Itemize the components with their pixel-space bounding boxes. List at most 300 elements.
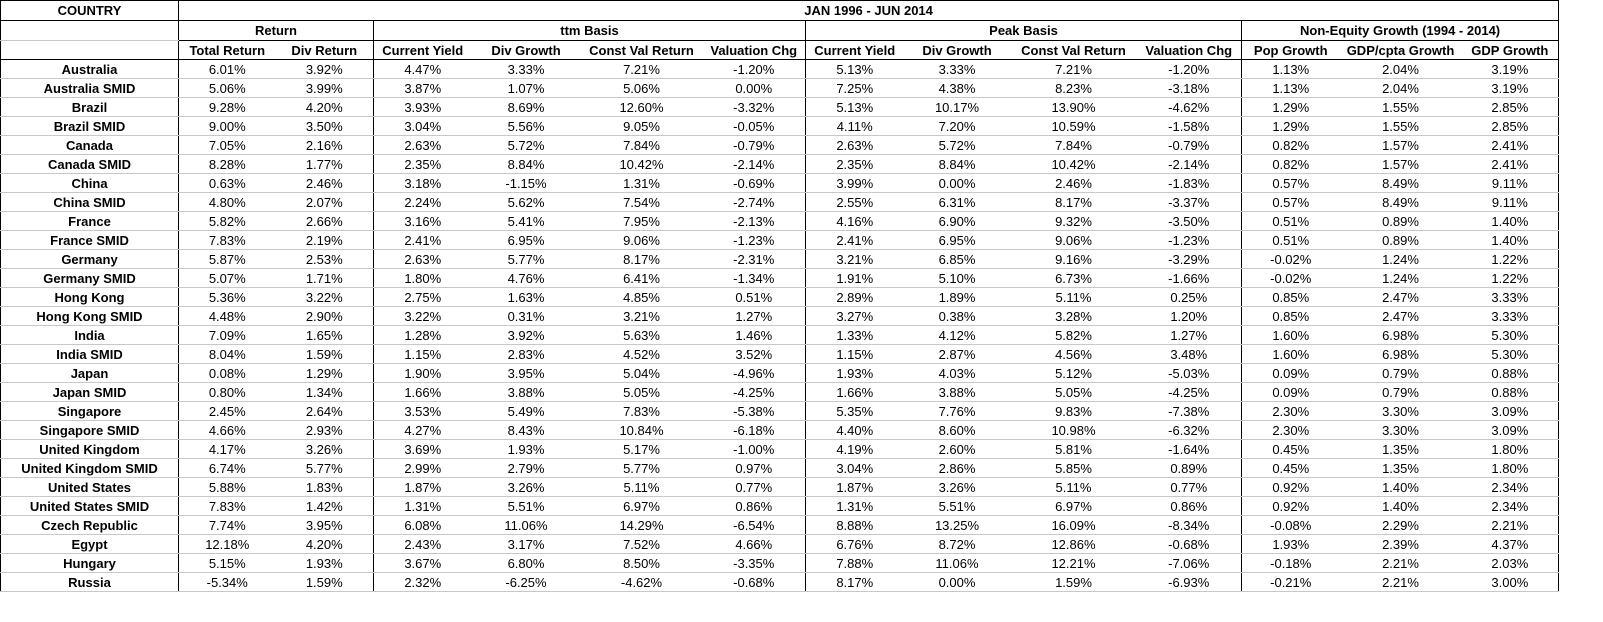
value-cell: 2.34%: [1462, 497, 1559, 516]
value-cell: 0.00%: [904, 174, 1011, 193]
value-cell: 1.59%: [276, 345, 374, 364]
value-cell: -1.20%: [1137, 60, 1242, 79]
country-cell: China: [1, 174, 179, 193]
value-cell: 2.75%: [374, 288, 472, 307]
value-cell: 9.00%: [179, 117, 276, 136]
value-cell: 9.28%: [179, 98, 276, 117]
value-cell: 2.07%: [276, 193, 374, 212]
value-cell: 6.95%: [904, 231, 1011, 250]
value-cell: 2.32%: [374, 573, 472, 592]
value-cell: 8.28%: [179, 155, 276, 174]
value-cell: 3.28%: [1011, 307, 1137, 326]
value-cell: -1.83%: [1137, 174, 1242, 193]
column-header: Total Return: [179, 41, 276, 60]
value-cell: 0.45%: [1242, 459, 1340, 478]
value-cell: 8.17%: [581, 250, 703, 269]
value-cell: 4.37%: [1462, 535, 1559, 554]
value-cell: -0.79%: [703, 136, 806, 155]
value-cell: 0.89%: [1137, 459, 1242, 478]
value-cell: 2.85%: [1462, 98, 1559, 117]
column-header: Const Val Return: [581, 41, 703, 60]
country-cell: United States SMID: [1, 497, 179, 516]
value-cell: 1.40%: [1462, 231, 1559, 250]
value-cell: 5.77%: [581, 459, 703, 478]
value-cell: 5.06%: [581, 79, 703, 98]
value-cell: 3.33%: [1462, 288, 1559, 307]
value-cell: -0.69%: [703, 174, 806, 193]
value-cell: 2.47%: [1340, 307, 1462, 326]
value-cell: 1.59%: [276, 573, 374, 592]
value-cell: -3.50%: [1137, 212, 1242, 231]
country-cell: Hungary: [1, 554, 179, 573]
value-cell: 6.76%: [806, 535, 904, 554]
value-cell: 1.46%: [703, 326, 806, 345]
group-header: Return: [179, 21, 374, 41]
value-cell: 3.48%: [1137, 345, 1242, 364]
value-cell: 5.17%: [581, 440, 703, 459]
value-cell: -2.74%: [703, 193, 806, 212]
country-cell: Canada: [1, 136, 179, 155]
value-cell: 0.79%: [1340, 383, 1462, 402]
value-cell: 4.76%: [472, 269, 581, 288]
country-cell: Russia: [1, 573, 179, 592]
value-cell: 1.55%: [1340, 98, 1462, 117]
value-cell: 0.97%: [703, 459, 806, 478]
value-cell: 16.09%: [1011, 516, 1137, 535]
value-cell: 7.21%: [581, 60, 703, 79]
value-cell: 5.30%: [1462, 326, 1559, 345]
country-cell: Germany: [1, 250, 179, 269]
value-cell: 0.77%: [703, 478, 806, 497]
value-cell: 3.26%: [904, 478, 1011, 497]
value-cell: 0.85%: [1242, 307, 1340, 326]
value-cell: 1.93%: [276, 554, 374, 573]
value-cell: 3.09%: [1462, 402, 1559, 421]
value-cell: 6.98%: [1340, 345, 1462, 364]
value-cell: 1.59%: [1011, 573, 1137, 592]
value-cell: 1.29%: [1242, 98, 1340, 117]
value-cell: 0.88%: [1462, 383, 1559, 402]
value-cell: 0.89%: [1340, 212, 1462, 231]
value-cell: -5.38%: [703, 402, 806, 421]
value-cell: 5.12%: [1011, 364, 1137, 383]
value-cell: 2.30%: [1242, 402, 1340, 421]
value-cell: 7.05%: [179, 136, 276, 155]
value-cell: 13.25%: [904, 516, 1011, 535]
value-cell: 4.17%: [179, 440, 276, 459]
value-cell: -4.25%: [1137, 383, 1242, 402]
value-cell: 8.60%: [904, 421, 1011, 440]
value-cell: 9.06%: [1011, 231, 1137, 250]
value-cell: 5.87%: [179, 250, 276, 269]
value-cell: 4.11%: [806, 117, 904, 136]
value-cell: -0.68%: [1137, 535, 1242, 554]
table-row: [1, 98, 1559, 117]
value-cell: 6.31%: [904, 193, 1011, 212]
value-cell: 9.11%: [1462, 174, 1559, 193]
value-cell: 12.60%: [581, 98, 703, 117]
value-cell: 5.04%: [581, 364, 703, 383]
value-cell: 3.50%: [276, 117, 374, 136]
value-cell: -3.35%: [703, 554, 806, 573]
value-cell: 4.85%: [581, 288, 703, 307]
value-cell: 2.60%: [904, 440, 1011, 459]
value-cell: 4.56%: [1011, 345, 1137, 364]
value-cell: 3.26%: [472, 478, 581, 497]
column-header: Div Return: [276, 41, 374, 60]
value-cell: 1.29%: [276, 364, 374, 383]
value-cell: 10.17%: [904, 98, 1011, 117]
value-cell: 2.34%: [1462, 478, 1559, 497]
value-cell: 4.27%: [374, 421, 472, 440]
value-cell: 0.51%: [703, 288, 806, 307]
value-cell: 0.51%: [1242, 231, 1340, 250]
value-cell: 6.80%: [472, 554, 581, 573]
value-cell: 3.21%: [806, 250, 904, 269]
value-cell: 1.57%: [1340, 136, 1462, 155]
value-cell: 1.31%: [806, 497, 904, 516]
value-cell: 1.60%: [1242, 345, 1340, 364]
value-cell: -6.25%: [472, 573, 581, 592]
country-cell: Singapore SMID: [1, 421, 179, 440]
table-row: [1, 440, 1559, 459]
table-row: [1, 421, 1559, 440]
value-cell: 0.45%: [1242, 440, 1340, 459]
value-cell: -6.54%: [703, 516, 806, 535]
value-cell: 7.52%: [581, 535, 703, 554]
value-cell: 7.84%: [581, 136, 703, 155]
value-cell: 1.33%: [806, 326, 904, 345]
value-cell: 0.08%: [179, 364, 276, 383]
value-cell: 3.33%: [1462, 307, 1559, 326]
value-cell: 4.03%: [904, 364, 1011, 383]
value-cell: -3.18%: [1137, 79, 1242, 98]
value-cell: 9.16%: [1011, 250, 1137, 269]
value-cell: -1.20%: [703, 60, 806, 79]
country-cell: India SMID: [1, 345, 179, 364]
value-cell: 0.09%: [1242, 383, 1340, 402]
value-cell: 8.72%: [904, 535, 1011, 554]
value-cell: -1.64%: [1137, 440, 1242, 459]
country-cell: Czech Republic: [1, 516, 179, 535]
value-cell: 5.56%: [472, 117, 581, 136]
table-row: [1, 79, 1559, 98]
value-cell: 7.25%: [806, 79, 904, 98]
table-row: [1, 497, 1559, 516]
value-cell: 2.39%: [1340, 535, 1462, 554]
value-cell: 3.22%: [374, 307, 472, 326]
header-row-groups: [1, 21, 1559, 41]
value-cell: 0.00%: [904, 573, 1011, 592]
value-cell: 2.47%: [1340, 288, 1462, 307]
value-cell: 0.88%: [1462, 364, 1559, 383]
value-cell: 4.66%: [179, 421, 276, 440]
value-cell: -0.02%: [1242, 269, 1340, 288]
value-cell: 0.86%: [1137, 497, 1242, 516]
value-cell: 5.10%: [904, 269, 1011, 288]
value-cell: 1.27%: [703, 307, 806, 326]
value-cell: 0.00%: [703, 79, 806, 98]
value-cell: 8.04%: [179, 345, 276, 364]
value-cell: 5.11%: [1011, 288, 1137, 307]
value-cell: 5.81%: [1011, 440, 1137, 459]
value-cell: 1.29%: [1242, 117, 1340, 136]
value-cell: 9.83%: [1011, 402, 1137, 421]
value-cell: 1.35%: [1340, 459, 1462, 478]
country-cell: Australia SMID: [1, 79, 179, 98]
value-cell: 7.54%: [581, 193, 703, 212]
value-cell: 5.13%: [806, 60, 904, 79]
value-cell: -1.23%: [1137, 231, 1242, 250]
value-cell: 5.05%: [1011, 383, 1137, 402]
value-cell: 2.24%: [374, 193, 472, 212]
value-cell: 2.53%: [276, 250, 374, 269]
value-cell: 3.99%: [806, 174, 904, 193]
country-cell: Japan: [1, 364, 179, 383]
value-cell: 1.66%: [374, 383, 472, 402]
value-cell: -6.93%: [1137, 573, 1242, 592]
value-cell: 2.90%: [276, 307, 374, 326]
value-cell: 2.86%: [904, 459, 1011, 478]
table-row: [1, 326, 1559, 345]
value-cell: 0.92%: [1242, 497, 1340, 516]
value-cell: 1.24%: [1340, 250, 1462, 269]
value-cell: -3.29%: [1137, 250, 1242, 269]
value-cell: 0.38%: [904, 307, 1011, 326]
value-cell: 1.20%: [1137, 307, 1242, 326]
value-cell: 3.19%: [1462, 60, 1559, 79]
value-cell: 9.05%: [581, 117, 703, 136]
table-row: [1, 155, 1559, 174]
country-cell: France: [1, 212, 179, 231]
value-cell: 3.95%: [276, 516, 374, 535]
table-row: [1, 288, 1559, 307]
value-cell: -2.31%: [703, 250, 806, 269]
value-cell: 8.17%: [1011, 193, 1137, 212]
value-cell: -0.21%: [1242, 573, 1340, 592]
value-cell: 1.07%: [472, 79, 581, 98]
country-cell: Australia: [1, 60, 179, 79]
value-cell: 3.21%: [581, 307, 703, 326]
value-cell: 1.15%: [374, 345, 472, 364]
value-cell: 7.76%: [904, 402, 1011, 421]
value-cell: 6.90%: [904, 212, 1011, 231]
country-cell: Germany SMID: [1, 269, 179, 288]
table-row: [1, 478, 1559, 497]
group-header: Peak Basis: [806, 21, 1242, 41]
value-cell: 7.20%: [904, 117, 1011, 136]
value-cell: 3.26%: [276, 440, 374, 459]
value-cell: 1.93%: [472, 440, 581, 459]
value-cell: 1.77%: [276, 155, 374, 174]
value-cell: 4.66%: [703, 535, 806, 554]
value-cell: 6.74%: [179, 459, 276, 478]
value-cell: -3.37%: [1137, 193, 1242, 212]
value-cell: 2.41%: [374, 231, 472, 250]
value-cell: -7.38%: [1137, 402, 1242, 421]
value-cell: 3.22%: [276, 288, 374, 307]
value-cell: 1.93%: [1242, 535, 1340, 554]
value-cell: 2.04%: [1340, 60, 1462, 79]
column-header: Div Growth: [472, 41, 581, 60]
value-cell: 2.66%: [276, 212, 374, 231]
value-cell: 7.83%: [179, 231, 276, 250]
value-cell: 7.21%: [1011, 60, 1137, 79]
table-row: [1, 212, 1559, 231]
value-cell: 2.46%: [276, 174, 374, 193]
value-cell: 0.25%: [1137, 288, 1242, 307]
table-row: [1, 345, 1559, 364]
value-cell: 6.41%: [581, 269, 703, 288]
value-cell: 2.35%: [806, 155, 904, 174]
value-cell: 3.33%: [904, 60, 1011, 79]
value-cell: 7.95%: [581, 212, 703, 231]
table-row: [1, 383, 1559, 402]
value-cell: 3.88%: [904, 383, 1011, 402]
value-cell: 2.19%: [276, 231, 374, 250]
value-cell: 1.22%: [1462, 269, 1559, 288]
value-cell: 0.31%: [472, 307, 581, 326]
value-cell: 8.49%: [1340, 193, 1462, 212]
value-cell: 1.80%: [1462, 440, 1559, 459]
value-cell: 4.48%: [179, 307, 276, 326]
value-cell: 6.01%: [179, 60, 276, 79]
value-cell: 0.51%: [1242, 212, 1340, 231]
country-header: COUNTRY: [1, 1, 179, 21]
value-cell: 0.09%: [1242, 364, 1340, 383]
value-cell: 5.15%: [179, 554, 276, 573]
value-cell: 0.82%: [1242, 155, 1340, 174]
value-cell: -1.00%: [703, 440, 806, 459]
value-cell: 2.63%: [374, 136, 472, 155]
value-cell: 2.41%: [806, 231, 904, 250]
column-header: Current Yield: [374, 41, 472, 60]
value-cell: 5.06%: [179, 79, 276, 98]
table-row: [1, 364, 1559, 383]
value-cell: 2.55%: [806, 193, 904, 212]
value-cell: 0.82%: [1242, 136, 1340, 155]
value-cell: 1.90%: [374, 364, 472, 383]
value-cell: -0.68%: [703, 573, 806, 592]
value-cell: 7.09%: [179, 326, 276, 345]
period-header: JAN 1996 - JUN 2014: [179, 1, 1559, 21]
value-cell: 2.03%: [1462, 554, 1559, 573]
country-cell: Brazil: [1, 98, 179, 117]
value-cell: 6.85%: [904, 250, 1011, 269]
country-cell: United Kingdom SMID: [1, 459, 179, 478]
value-cell: 7.83%: [581, 402, 703, 421]
value-cell: 8.49%: [1340, 174, 1462, 193]
value-cell: 0.57%: [1242, 193, 1340, 212]
value-cell: 3.93%: [374, 98, 472, 117]
value-cell: 1.83%: [276, 478, 374, 497]
value-cell: 10.42%: [581, 155, 703, 174]
value-cell: 10.59%: [1011, 117, 1137, 136]
value-cell: 1.22%: [1462, 250, 1559, 269]
value-cell: 1.13%: [1242, 60, 1340, 79]
table-row: [1, 402, 1559, 421]
value-cell: 8.84%: [472, 155, 581, 174]
country-cell: Brazil SMID: [1, 117, 179, 136]
value-cell: -4.62%: [1137, 98, 1242, 117]
value-cell: 5.11%: [581, 478, 703, 497]
value-cell: 5.05%: [581, 383, 703, 402]
value-cell: -1.34%: [703, 269, 806, 288]
value-cell: 9.11%: [1462, 193, 1559, 212]
value-cell: 4.38%: [904, 79, 1011, 98]
value-cell: 3.18%: [374, 174, 472, 193]
value-cell: 2.87%: [904, 345, 1011, 364]
value-cell: 5.72%: [904, 136, 1011, 155]
value-cell: 11.06%: [904, 554, 1011, 573]
value-cell: 6.95%: [472, 231, 581, 250]
value-cell: 1.15%: [806, 345, 904, 364]
value-cell: 5.72%: [472, 136, 581, 155]
value-cell: 2.46%: [1011, 174, 1137, 193]
value-cell: -0.05%: [703, 117, 806, 136]
value-cell: 10.84%: [581, 421, 703, 440]
value-cell: 0.89%: [1340, 231, 1462, 250]
header-row-columns: [1, 41, 1559, 60]
value-cell: 4.19%: [806, 440, 904, 459]
column-header: Div Growth: [904, 41, 1011, 60]
value-cell: 1.91%: [806, 269, 904, 288]
country-cell: Canada SMID: [1, 155, 179, 174]
value-cell: -1.23%: [703, 231, 806, 250]
value-cell: 2.89%: [806, 288, 904, 307]
value-cell: 1.40%: [1340, 497, 1462, 516]
value-cell: 5.51%: [472, 497, 581, 516]
value-cell: 3.92%: [276, 60, 374, 79]
country-cell: United Kingdom: [1, 440, 179, 459]
country-cell: India: [1, 326, 179, 345]
value-cell: 1.80%: [1462, 459, 1559, 478]
value-cell: 2.83%: [472, 345, 581, 364]
value-cell: -7.06%: [1137, 554, 1242, 573]
country-header-spacer: [1, 21, 179, 41]
column-header: Valuation Chg: [703, 41, 806, 60]
table-row: [1, 307, 1559, 326]
country-header-spacer: [1, 41, 179, 60]
value-cell: 3.00%: [1462, 573, 1559, 592]
value-cell: 5.51%: [904, 497, 1011, 516]
value-cell: 5.77%: [276, 459, 374, 478]
value-cell: 2.35%: [374, 155, 472, 174]
table-row: [1, 231, 1559, 250]
value-cell: 4.52%: [581, 345, 703, 364]
value-cell: 3.04%: [806, 459, 904, 478]
value-cell: 1.24%: [1340, 269, 1462, 288]
value-cell: -4.25%: [703, 383, 806, 402]
value-cell: 8.69%: [472, 98, 581, 117]
column-header: GDP/cpta Growth: [1340, 41, 1462, 60]
value-cell: 8.84%: [904, 155, 1011, 174]
table-row: [1, 535, 1559, 554]
value-cell: 5.63%: [581, 326, 703, 345]
value-cell: 5.30%: [1462, 345, 1559, 364]
value-cell: 2.30%: [1242, 421, 1340, 440]
value-cell: -1.66%: [1137, 269, 1242, 288]
value-cell: 2.79%: [472, 459, 581, 478]
value-cell: 6.97%: [1011, 497, 1137, 516]
country-cell: Hong Kong SMID: [1, 307, 179, 326]
value-cell: -6.32%: [1137, 421, 1242, 440]
value-cell: 4.16%: [806, 212, 904, 231]
value-cell: 1.63%: [472, 288, 581, 307]
value-cell: 1.28%: [374, 326, 472, 345]
value-cell: -5.03%: [1137, 364, 1242, 383]
value-cell: 5.41%: [472, 212, 581, 231]
